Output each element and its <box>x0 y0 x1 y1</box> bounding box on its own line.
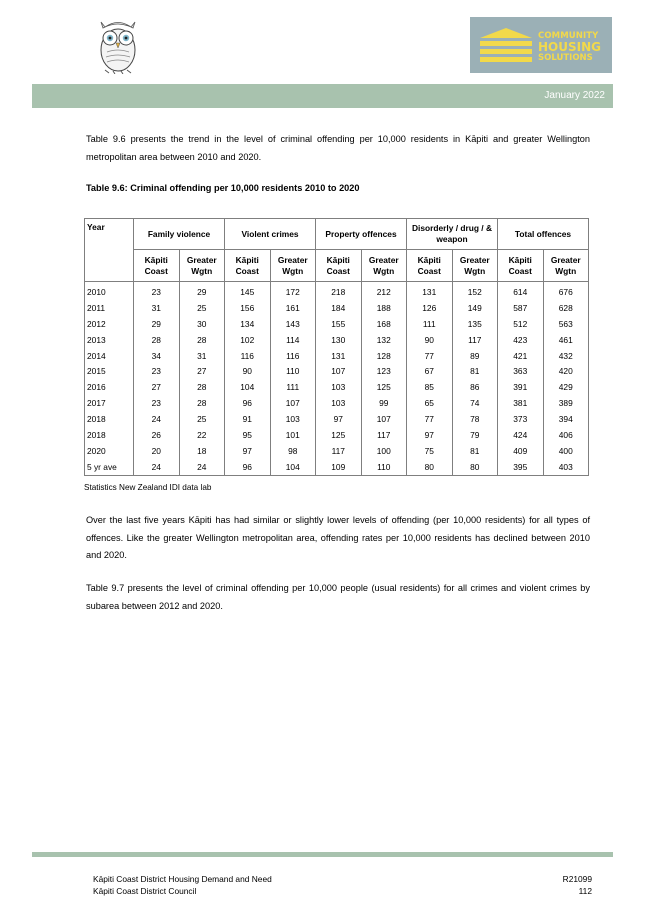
subheader-kapiti: Kāpiti Coast <box>225 250 271 282</box>
page-number: 112 <box>578 886 592 896</box>
table-row <box>85 316 589 332</box>
row-value-cell: 409 <box>498 443 544 459</box>
row-value-cell: 116 <box>225 348 271 364</box>
row-value-cell: 89 <box>452 348 498 364</box>
row-value-cell: 114 <box>270 332 316 348</box>
table-row <box>85 411 589 427</box>
row-value-cell: 90 <box>225 363 271 379</box>
row-value-cell: 74 <box>452 395 498 411</box>
owl-logo-icon <box>93 18 143 74</box>
row-value-cell: 85 <box>407 379 453 395</box>
subheader-wgtn: Greater Wgtn <box>270 250 316 282</box>
row-value-cell: 109 <box>316 459 362 475</box>
row-value-cell: 143 <box>270 316 316 332</box>
row-year-cell: 2010 <box>85 282 134 300</box>
row-value-cell: 168 <box>361 316 407 332</box>
row-value-cell: 25 <box>179 300 225 316</box>
row-value-cell: 614 <box>498 282 544 300</box>
row-value-cell: 75 <box>407 443 453 459</box>
row-year-cell: 2016 <box>85 379 134 395</box>
table-row <box>85 395 589 411</box>
row-value-cell: 67 <box>407 363 453 379</box>
row-value-cell: 77 <box>407 348 453 364</box>
row-value-cell: 110 <box>270 363 316 379</box>
row-value-cell: 421 <box>498 348 544 364</box>
row-value-cell: 27 <box>134 379 180 395</box>
row-year-cell: 2013 <box>85 332 134 348</box>
row-value-cell: 111 <box>270 379 316 395</box>
footer-rule <box>32 852 613 857</box>
row-value-cell: 420 <box>543 363 589 379</box>
row-value-cell: 90 <box>407 332 453 348</box>
row-value-cell: 423 <box>498 332 544 348</box>
row-value-cell: 103 <box>316 395 362 411</box>
row-value-cell: 395 <box>498 459 544 475</box>
row-value-cell: 95 <box>225 427 271 443</box>
row-value-cell: 99 <box>361 395 407 411</box>
row-value-cell: 184 <box>316 300 362 316</box>
table-row <box>85 427 589 443</box>
row-value-cell: 96 <box>225 459 271 475</box>
row-value-cell: 18 <box>179 443 225 459</box>
group-header: Total offences <box>498 219 589 250</box>
row-value-cell: 86 <box>452 379 498 395</box>
row-value-cell: 188 <box>361 300 407 316</box>
table-row <box>85 379 589 395</box>
row-value-cell: 107 <box>361 411 407 427</box>
row-value-cell: 134 <box>225 316 271 332</box>
footer-report-title: Kāpiti Coast District Housing Demand and Need <box>93 874 272 884</box>
header-band <box>32 84 613 108</box>
row-value-cell: 172 <box>270 282 316 300</box>
table-row <box>85 282 589 300</box>
row-value-cell: 156 <box>225 300 271 316</box>
row-value-cell: 391 <box>498 379 544 395</box>
row-value-cell: 126 <box>407 300 453 316</box>
row-value-cell: 429 <box>543 379 589 395</box>
community-housing-solutions-logo <box>470 17 612 73</box>
row-value-cell: 135 <box>452 316 498 332</box>
logo-wordmark <box>538 31 601 63</box>
row-value-cell: 91 <box>225 411 271 427</box>
row-value-cell: 79 <box>452 427 498 443</box>
table-body <box>85 282 589 476</box>
row-year-cell: 5 yr ave <box>85 459 134 475</box>
row-value-cell: 131 <box>316 348 362 364</box>
row-value-cell: 31 <box>134 300 180 316</box>
row-value-cell: 23 <box>134 282 180 300</box>
row-year-cell: 2020 <box>85 443 134 459</box>
table-row <box>85 348 589 364</box>
row-value-cell: 394 <box>543 411 589 427</box>
row-value-cell: 103 <box>316 379 362 395</box>
group-header: Family violence <box>134 219 225 250</box>
subheader-wgtn: Greater Wgtn <box>452 250 498 282</box>
header-date: January 2022 <box>544 90 605 101</box>
row-value-cell: 31 <box>179 348 225 364</box>
row-value-cell: 373 <box>498 411 544 427</box>
row-value-cell: 512 <box>498 316 544 332</box>
row-year-cell: 2015 <box>85 363 134 379</box>
offending-table <box>84 218 589 476</box>
subheader-wgtn: Greater Wgtn <box>361 250 407 282</box>
logo-line-2: HOUSING <box>538 40 601 54</box>
row-value-cell: 78 <box>452 411 498 427</box>
footer-report-ref: R21099 <box>562 874 592 884</box>
next-table-paragraph: Table 9.7 presents the level of criminal offending per 10,000 people (usual residents) for all crimes and violent crimes by subarea between 2012 and 2020. <box>86 583 590 611</box>
row-value-cell: 107 <box>270 395 316 411</box>
row-value-cell: 161 <box>270 300 316 316</box>
row-year-cell: 2012 <box>85 316 134 332</box>
row-value-cell: 80 <box>452 459 498 475</box>
row-value-cell: 406 <box>543 427 589 443</box>
subheader-kapiti: Kāpiti Coast <box>316 250 362 282</box>
row-value-cell: 676 <box>543 282 589 300</box>
row-value-cell: 26 <box>134 427 180 443</box>
row-value-cell: 155 <box>316 316 362 332</box>
row-value-cell: 29 <box>179 282 225 300</box>
row-value-cell: 628 <box>543 300 589 316</box>
row-value-cell: 116 <box>270 348 316 364</box>
logo-line-3: SOLUTIONS <box>538 53 593 63</box>
row-value-cell: 400 <box>543 443 589 459</box>
row-value-cell: 131 <box>407 282 453 300</box>
row-value-cell: 104 <box>270 459 316 475</box>
row-year-cell: 2018 <box>85 411 134 427</box>
footer-right <box>563 873 592 897</box>
row-value-cell: 403 <box>543 459 589 475</box>
row-value-cell: 77 <box>407 411 453 427</box>
row-value-cell: 128 <box>361 348 407 364</box>
row-value-cell: 125 <box>316 427 362 443</box>
row-value-cell: 432 <box>543 348 589 364</box>
group-header: Violent crimes <box>225 219 316 250</box>
row-value-cell: 117 <box>361 427 407 443</box>
group-header: Property offences <box>316 219 407 250</box>
subheader-kapiti: Kāpiti Coast <box>134 250 180 282</box>
row-value-cell: 145 <box>225 282 271 300</box>
intro-paragraph: Table 9.6 presents the trend in the level of criminal offending per 10,000 residents in Kāpiti and greater Wellington metropolitan area between 2010 and 2020. <box>86 134 590 162</box>
row-value-cell: 461 <box>543 332 589 348</box>
row-value-cell: 587 <box>498 300 544 316</box>
row-value-cell: 24 <box>134 411 180 427</box>
row-value-cell: 29 <box>134 316 180 332</box>
row-value-cell: 20 <box>134 443 180 459</box>
row-value-cell: 563 <box>543 316 589 332</box>
table-subheader-row <box>85 250 589 282</box>
row-value-cell: 25 <box>179 411 225 427</box>
row-value-cell: 102 <box>225 332 271 348</box>
row-value-cell: 22 <box>179 427 225 443</box>
row-value-cell: 110 <box>361 459 407 475</box>
year-header: Year <box>85 219 134 282</box>
row-value-cell: 111 <box>407 316 453 332</box>
house-stripes-icon <box>478 26 534 64</box>
row-value-cell: 24 <box>179 459 225 475</box>
subheader-wgtn: Greater Wgtn <box>179 250 225 282</box>
row-value-cell: 363 <box>498 363 544 379</box>
row-value-cell: 117 <box>452 332 498 348</box>
footer-organisation: Kāpiti Coast District Council <box>93 886 197 896</box>
row-value-cell: 23 <box>134 395 180 411</box>
row-value-cell: 81 <box>452 363 498 379</box>
row-value-cell: 152 <box>452 282 498 300</box>
row-value-cell: 101 <box>270 427 316 443</box>
row-value-cell: 130 <box>316 332 362 348</box>
row-value-cell: 103 <box>270 411 316 427</box>
analysis-paragraph: Over the last five years Kāpiti has had similar or slightly lower levels of offending (per 10,000 residents) for all types of offences. Like the greater Wellington metropolitan area, offending rates per 10,000 residents has declined between 2010 and 2020. <box>86 515 590 560</box>
row-value-cell: 28 <box>134 332 180 348</box>
logo-line-1: COMMUNITY <box>538 31 599 41</box>
row-value-cell: 96 <box>225 395 271 411</box>
row-value-cell: 24 <box>134 459 180 475</box>
row-value-cell: 218 <box>316 282 362 300</box>
table-row <box>85 300 589 316</box>
subheader-kapiti: Kāpiti Coast <box>407 250 453 282</box>
row-value-cell: 107 <box>316 363 362 379</box>
table-row <box>85 363 589 379</box>
table-caption: Table 9.6: Criminal offending per 10,000 residents 2010 to 2020 <box>86 183 360 193</box>
row-value-cell: 23 <box>134 363 180 379</box>
row-value-cell: 125 <box>361 379 407 395</box>
row-value-cell: 97 <box>407 427 453 443</box>
row-value-cell: 28 <box>179 395 225 411</box>
row-value-cell: 100 <box>361 443 407 459</box>
row-value-cell: 80 <box>407 459 453 475</box>
row-value-cell: 381 <box>498 395 544 411</box>
row-value-cell: 123 <box>361 363 407 379</box>
row-value-cell: 34 <box>134 348 180 364</box>
row-value-cell: 149 <box>452 300 498 316</box>
row-value-cell: 98 <box>270 443 316 459</box>
row-value-cell: 65 <box>407 395 453 411</box>
row-value-cell: 424 <box>498 427 544 443</box>
subheader-kapiti: Kāpiti Coast <box>498 250 544 282</box>
row-value-cell: 28 <box>179 332 225 348</box>
table-row <box>85 443 589 459</box>
row-year-cell: 2018 <box>85 427 134 443</box>
row-value-cell: 389 <box>543 395 589 411</box>
row-value-cell: 97 <box>225 443 271 459</box>
row-value-cell: 132 <box>361 332 407 348</box>
footer-left <box>93 873 272 897</box>
table-source: Statistics New Zealand IDI data lab <box>84 483 212 492</box>
row-value-cell: 97 <box>316 411 362 427</box>
row-year-cell: 2017 <box>85 395 134 411</box>
group-header: Disorderly / drug / & weapon <box>407 219 498 250</box>
table-row <box>85 459 589 475</box>
row-value-cell: 30 <box>179 316 225 332</box>
row-value-cell: 104 <box>225 379 271 395</box>
row-value-cell: 28 <box>179 379 225 395</box>
subheader-wgtn: Greater Wgtn <box>543 250 589 282</box>
row-year-cell: 2011 <box>85 300 134 316</box>
table-row <box>85 332 589 348</box>
row-value-cell: 212 <box>361 282 407 300</box>
table-header-row <box>85 219 589 250</box>
row-value-cell: 27 <box>179 363 225 379</box>
row-value-cell: 81 <box>452 443 498 459</box>
row-value-cell: 117 <box>316 443 362 459</box>
row-year-cell: 2014 <box>85 348 134 364</box>
